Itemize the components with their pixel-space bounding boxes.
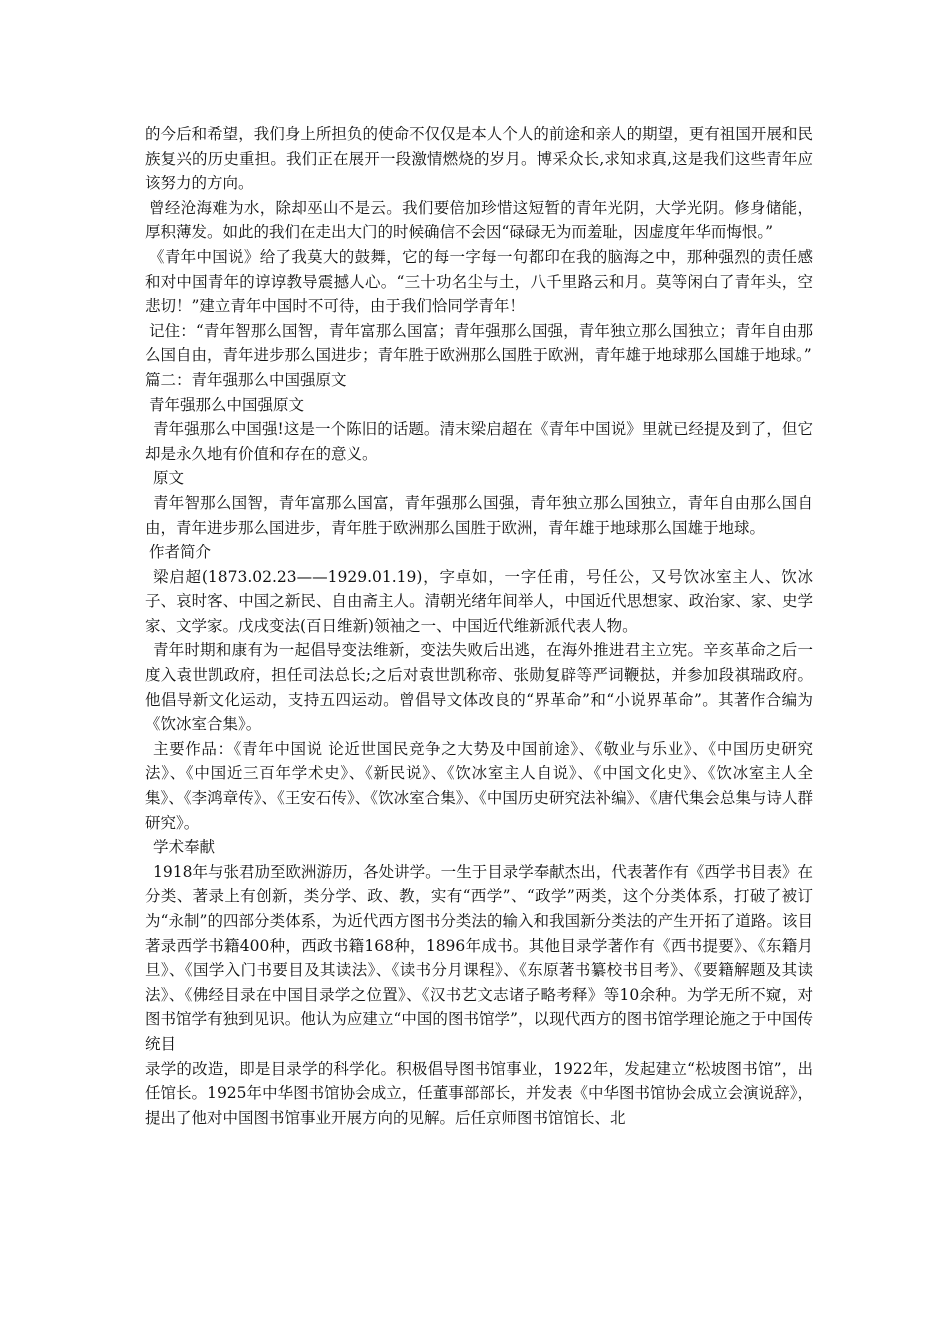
- subheading-academic-contribution: 学术奉献: [153, 838, 216, 857]
- article-title: 青年强那么中国强原文: [149, 395, 305, 414]
- paragraph-major-works: 主要作品：《青年中国说 论近世国民竞争之大势及中国前途》、《敬业与乐业》、《中国历史研究法》、《中国近三百年学术史》、《新民说》、《饮冰室主人自说》、《中国文化史》、《饮冰室主人全集》、《李鸿章传》、《王安石传》、《饮冰室合集》、《中国历史研究法补编》、《唐代集会总集与诗人群研究》。: [145, 739, 813, 832]
- paragraph-library-work: 录学的改造，即是目录学的科学化。积极倡导图书馆事业，1922年，发起建立“松坡图书馆”，出任馆长。1925年中华图书馆协会成立，任董事部部长，并发表《中华图书馆协会成立会演说辞》，提出了他对中国图书馆事业开展方向的见解。后任京师图书馆馆长、北: [145, 1059, 813, 1127]
- subheading-original-text: 原文: [153, 469, 185, 488]
- section-heading-part-two: 篇二：青年强那么中国强原文: [145, 370, 347, 389]
- paragraph-original-text: 青年智那么国智，青年富那么国富，青年强那么国强，青年独立那么国独立，青年自由那么国自由，青年进步那么国进步，青年胜于欧洲那么国胜于欧洲，青年雄于地球那么国雄于地球。: [145, 493, 813, 537]
- paragraph-political-career: 青年时期和康有为一起倡导变法维新，变法失败后出逃，在海外推进君主立宪。辛亥革命之后一度入袁世凯政府，担任司法总长;之后对袁世凯称帝、张勋复辟等严词鞭挞，并参加段祺瑞政府。他倡导新文化运动，支持五四运动。曾倡导文体改良的“界革命”和“小说界革命”。其著作合编为《饮冰室合集》。: [145, 641, 813, 734]
- paragraph-youth-time: 曾经沧海难为水，除却巫山不是云。我们要倍加珍惜这短暂的青年光阴，大学光阴。修身储能，厚积薄发。如此的我们在走出大门的时候确信不会因“碌碌无为而羞耻，因虚度年华而悔恨。”: [145, 198, 813, 242]
- paragraph-young-china-essay: 《青年中国说》给了我莫大的鼓舞，它的每一字每一句都印在我的脑海之中，那种强烈的责任感和对中国青年的谆谆教导震撼人心。“三十功名尘与土，八千里路云和月。莫等闲白了青年头，空悲切！”建立青年中国时不可待，由于我们恰同学青年！: [145, 247, 813, 316]
- paragraph-bibliography-work: 1918年与张君劢至欧洲游历，各处讲学。一生于目录学奉献杰出，代表著作有《西学书目表》在分类、著录上有创新，类分学、政、教，实有“西学”、“政学”两类，这个分类体系，打破了被订为“永制”的四部分类体系，为近代西方图书分类法的输入和我国新分类法的产生开拓了道路。该目著录西学书籍400种，西政书籍168种，1896年成书。其他目录学著作有《西书提要》、《东籍月旦》、《国学入门书要目及其读法》、《读书分月课程》、《东原著书纂校书目考》、《要籍解题及其读法》、《佛经目录在中国目录学之位置》、《汉书艺文志诸子略考释》等10余种。为学无所不窥，对图书馆学有独到见识。他认为应建立“中国的图书馆学”，以现代西方的图书馆学理论施之于中国传统目: [145, 862, 813, 1053]
- paragraph-continuation: 的今后和希望，我们身上所担负的使命不仅仅是本人个人的前途和亲人的期望，更有祖国开展和民族复兴的历史重担。我们正在展开一段激情燃烧的岁月。博采众长,求知求真,这是我们这些青年应该努力的方向。: [145, 125, 813, 193]
- subheading-author-bio: 作者简介: [149, 543, 212, 562]
- document-body: [145, 122, 813, 1130]
- paragraph-author-bio: 梁启超(1873.02.23——1929.01.19)，字卓如，一字任甫，号任公，又号饮冰室主人、饮冰子、哀时客、中国之新民、自由斋主人。清朝光绪年间举人，中国近代思想家、政治家、家、史学家、文学家。戊戌变法(百日维新)领袖之一、中国近代维新派代表人物。: [145, 567, 813, 635]
- paragraph-intro: 青年强那么中国强!这是一个陈旧的话题。清末梁启超在《青年中国说》里就已经提及到了，但它却是永久地有价值和存在的意义。: [145, 420, 813, 463]
- paragraph-remember-quote: 记住：“青年智那么国智，青年富那么国富；青年强那么国强，青年独立那么国独立；青年自由那么国自由，青年进步那么国进步；青年胜于欧洲那么国胜于欧洲，青年雄于地球那么国雄于地球。”: [145, 321, 813, 365]
